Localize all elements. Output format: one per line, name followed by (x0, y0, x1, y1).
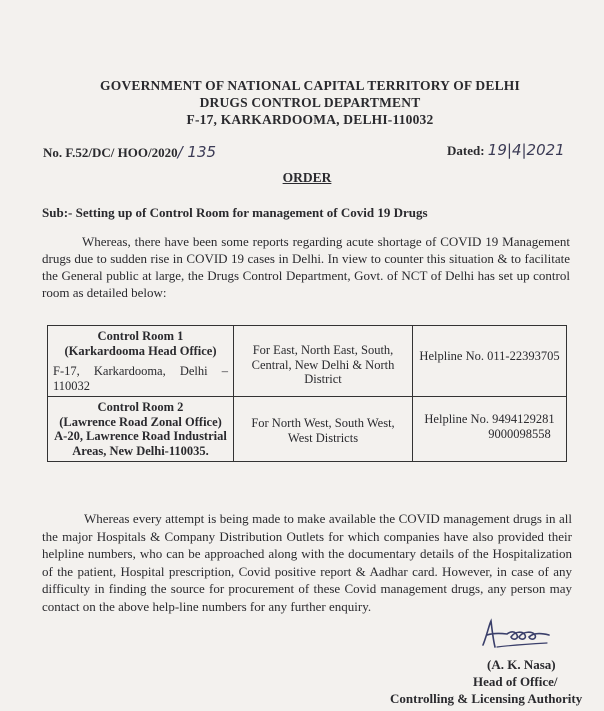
order-title: ORDER (282, 170, 332, 185)
helpline-cell (413, 326, 567, 397)
signature-image (477, 617, 557, 651)
reference-number (43, 143, 216, 161)
table-row (48, 397, 567, 462)
header-government: GOVERNMENT OF NATIONAL CAPITAL TERRITORY OF DELHI (100, 78, 520, 93)
helpline-cell (413, 397, 567, 462)
area-text: For North West, South West, West Districts (251, 416, 395, 445)
area-text: For East, North East, South, Central, New Delhi & North District (251, 343, 395, 386)
header-department: DRUGS CONTROL DEPARTMENT (199, 95, 421, 110)
paragraph-intro: Whereas, there have been some reports regarding acute shortage of COVID 19 Management drugs due to sudden rise in COVID 19 cases in Delhi. In view to counter this situation & to facilitate the General public at large, the Drugs Control Department, Govt. of NCT of Delhi has set up control room as detailed below: (42, 234, 570, 300)
control-room-address: A-20, Lawrence Road Industrial Areas, New Delhi-110035. (54, 429, 227, 458)
paragraph-procurement: Whereas every attempt is being made to make available the COVID management drugs in all the major Hospitals & Company Distribution Outlets for which companies have also provided their helpline numbers, who can be approached along with the documentary details of the Hospitalization of the patient, Hospital prescription, Covid positive report & Aadhar card. However, in case of any difficulty in finding the source for procurement of these Covid management drugs, any person may contact on the above help-line numbers for any further enquiry. (42, 511, 572, 614)
handwritten-date: 19|4|2021 (487, 141, 565, 159)
control-room-name: Control Room 1 (97, 329, 184, 343)
subject-line: Sub:- Setting up of Control Room for management of Covid 19 Drugs (42, 205, 428, 220)
control-room-cell (48, 326, 234, 397)
header-address: F-17, KARKARDOOMA, DELHI-110032 (186, 112, 434, 127)
handwritten-reference-number: / 135 (177, 143, 217, 161)
table-row (48, 326, 567, 397)
reference-prefix: No. F.52/DC/ HOO/2020 (43, 145, 178, 160)
control-room-name: Control Room 2 (97, 400, 184, 414)
signatory-title: Head of Office/ (473, 674, 558, 689)
helpline-text: Helpline No. 9494129281 (424, 412, 555, 426)
helpline-text: Helpline No. 011-22393705 (419, 349, 560, 363)
area-cell (234, 326, 413, 397)
control-room-address: F-17, Karkardooma, Delhi – 110032 (53, 364, 228, 393)
area-cell (234, 397, 413, 462)
control-room-table (47, 325, 567, 462)
helpline-text-secondary: 9000098558 (488, 426, 551, 441)
dated-label: Dated: (447, 143, 485, 158)
dated-line (447, 141, 565, 159)
control-room-office: (Karkardooma Head Office) (64, 343, 217, 358)
signatory-name: (A. K. Nasa) (487, 657, 556, 672)
control-room-office: (Lawrence Road Zonal Office) (59, 414, 222, 429)
control-room-cell (48, 397, 234, 462)
signatory-authority: Controlling & Licensing Authority (390, 691, 583, 706)
